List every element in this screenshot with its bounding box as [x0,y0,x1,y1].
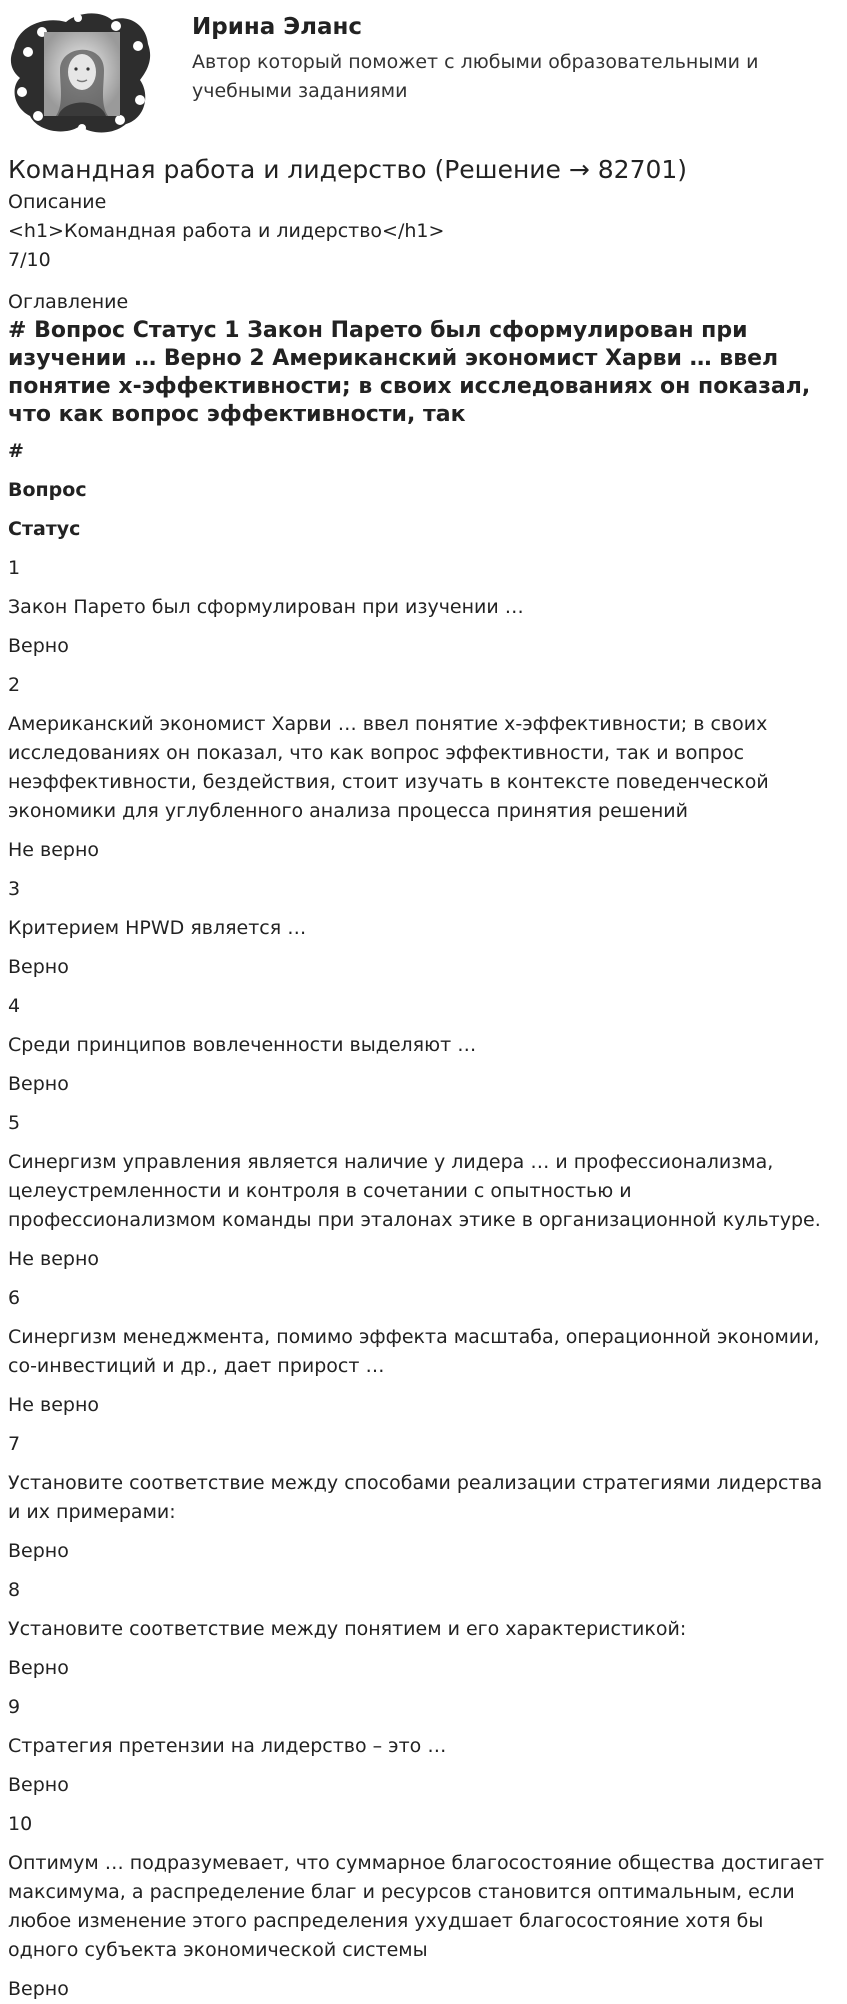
author-header [8,6,837,146]
row-status: Верно [8,635,69,657]
table-header-question: Вопрос [8,479,87,501]
avatar-image [8,8,154,138]
row-status: Верно [8,1978,69,2000]
row-question: Среди принципов вовлеченности выделяют … [8,1034,477,1056]
row-status: Верно [8,1073,69,1095]
table-row [8,1109,837,1274]
row-status: Не верно [8,839,100,861]
table-row [8,1576,837,1683]
avatar[interactable] [8,8,154,138]
table-row [8,1284,837,1420]
row-number: 5 [8,1112,21,1134]
table-row [8,1430,837,1566]
description-text: <h1>Командная работа и лидерство</h1> [8,220,445,242]
row-status: Верно [8,1657,69,1679]
author-description: Автор который поможет с любыми образовательными и учебными заданиями [192,51,759,102]
table-header-status: Статус [8,518,81,540]
row-number: 10 [8,1813,33,1835]
row-number: 6 [8,1287,21,1309]
table-row [8,671,837,865]
toc-heading: # Вопрос Статус 1 Закон Парето был сформулирован при изучении … Верно 2 Американский экономист Харви … ввел понятие х-эффективности; в своих исследованиях он показал, что как вопрос эффективности, так [8,318,811,427]
row-question: Установите соответствие между способами реализации стратегиями лидерства и их примерами: [8,1472,823,1523]
table-row [8,875,837,982]
description-label: Описание [8,191,107,213]
score: 7/10 [8,249,51,271]
row-number: 7 [8,1433,21,1455]
author-name[interactable]: Ирина Эланс [192,14,363,40]
row-question: Стратегия претензии на лидерство – это … [8,1735,447,1757]
row-number: 1 [8,557,21,579]
table-header-number: # [8,440,24,462]
row-question: Установите соответствие между понятием и его характеристикой: [8,1618,687,1640]
row-status: Верно [8,1540,69,1562]
row-question: Критерием HPWD является … [8,917,307,939]
row-status: Не верно [8,1394,100,1416]
table-row [8,554,837,661]
table-row [8,1693,837,1800]
questions-table [8,437,837,2004]
table-row [8,1810,837,2004]
row-question: Синергизм менеджмента, помимо эффекта масштаба, операционной экономии, со-инвестиций и др., дает прирост … [8,1326,820,1377]
row-number: 9 [8,1696,21,1718]
row-question: Американский экономист Харви … ввел понятие х-эффективности; в своих исследованиях он показал, что как вопрос эффективности, так и вопрос неэффективности, бездействия, стоит изучать в контексте поведенческой экономики для углубленного анализа процесса принятия решений [8,713,769,822]
row-number: 4 [8,995,21,1017]
row-question: Синергизм управления является наличие у лидера … и профессионализма, целеустремленности и контроля в сочетании с опытностью и профессионализмом команды при эталонах этике в организационной культуре. [8,1151,821,1231]
row-question: Закон Парето был сформулирован при изучении … [8,596,524,618]
document-title: Командная работа и лидерство (Решение → 82701) [8,155,688,184]
row-status: Верно [8,956,69,978]
row-status: Не верно [8,1248,100,1270]
row-number: 3 [8,878,21,900]
table-row [8,992,837,1099]
row-status: Верно [8,1774,69,1796]
row-number: 8 [8,1579,21,1601]
toc-label: Оглавление [8,291,129,313]
author-info [192,12,792,106]
row-question: Оптимум … подразумевает, что суммарное благосостояние общества достигает максимума, а распределение благ и ресурсов становится оптимальным, если любое изменение этого распределения ухудшает благосостояние хотя бы одного субъекта экономической системы [8,1852,825,1961]
row-number: 2 [8,674,21,696]
